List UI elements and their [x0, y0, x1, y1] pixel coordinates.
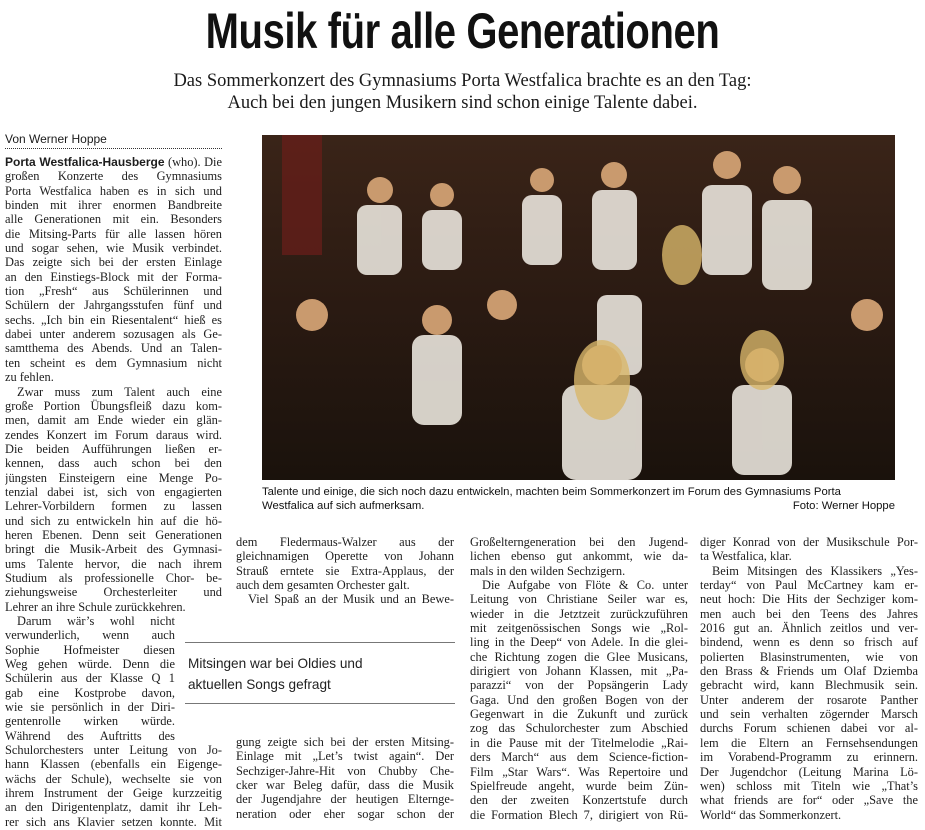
- article-text-line: dirigiert von Johann Klassen, mit „Pa-: [470, 664, 688, 679]
- subtitle-line: Auch bei den jungen Musikern sind schon einige Talente dabei.: [227, 93, 698, 113]
- article-text-line: Unter anderem der rosarote Panther: [700, 692, 918, 707]
- article-column-1: [5, 155, 222, 829]
- article-text-line: durchs Forum schienen dabei vor al-: [700, 721, 918, 736]
- article-text-line: men auch bei den Teens des Jahres: [700, 606, 918, 621]
- article-text-line: Sechziger-Jahre-Hit von Chubby Che-: [236, 763, 454, 778]
- article-text-line: Schulorchesters unter Leitung von Jo-: [5, 743, 222, 758]
- subtitle-line: Das Sommerkonzert des Gymnasiums Porta Westfalica brachte es an den Tag:: [173, 71, 752, 91]
- article-text-line: mit zeitgenössischen Songs wie „Rol-: [470, 621, 688, 636]
- byline: Von Werner Hoppe: [5, 131, 222, 149]
- article-text-line: Schülerin aus der Klasse Q 1: [5, 671, 175, 686]
- subtitle: [0, 70, 925, 114]
- choir-photo: [262, 135, 895, 480]
- article-text-line: großen Konzerte des Gymnasiums: [5, 169, 222, 184]
- article-text-line: sechs. „Ich bin ein Riesentalent“ hieß es: [5, 312, 222, 327]
- article-text-line: kennen, dass auch schon bei den: [5, 456, 222, 471]
- article-text-line: gebracht wird, kann Blechmusik sein.: [700, 678, 918, 693]
- article-text-line: Das zeigte sich bei der ersten Einlage: [5, 255, 222, 270]
- choir-photo-image: [262, 135, 895, 480]
- article-text-line: Studium als professionelle Chor- be-: [5, 570, 222, 585]
- article-text-line: hann Klassen (ebenfalls ein Eigenge-: [5, 757, 222, 772]
- article-text-line: neration oder eher sogar schon der: [236, 806, 454, 821]
- article-text-line: che Richtung zogen die Glee Musicans,: [470, 649, 688, 664]
- article-text-line: Porta Westfalica haben es in sich und: [5, 183, 222, 198]
- article-text-line: diger Konrad von der Musikschule Por-: [700, 535, 918, 549]
- article-text-line: an den Einstiegs-Block mit der Forma-: [5, 269, 222, 284]
- article-text-line: wie sie persönlich in der Diri-: [5, 700, 175, 715]
- article-text-line: Beim Mitsingen des Klassikers „Yes-: [712, 563, 918, 578]
- article-text-line: tion „Fresh“ aus Schülerinnen und: [5, 284, 222, 299]
- article-text-line: Die beiden Aufführungen ließen er-: [5, 441, 222, 456]
- article-text-line: Gegenwart in die Zukunft und zurück: [470, 707, 688, 722]
- article-text-line: im Vorabend-Programm zu erinnern.: [700, 750, 918, 765]
- article-text-line: Leitung von Christiane Seiler war es,: [470, 592, 688, 607]
- article-text-line: [5, 155, 222, 169]
- article-column-4: [700, 535, 918, 822]
- article-text-line: polierten Blasinstrumenten, wie von: [700, 649, 918, 664]
- pull-quote-line: aktuellen Songs gefragt: [188, 677, 331, 692]
- article-text-line: World“ das Sommerkonzert.: [700, 807, 842, 822]
- article-column-2-bottom: [236, 735, 454, 821]
- article-text-line: gab eine Kostprobe davon,: [5, 685, 175, 700]
- article-text-line: Einlage mit „Let’s twist again“. Der: [236, 749, 454, 764]
- caption-line: Westfalica auf sich aufmerksam.: [262, 500, 425, 512]
- article-text-line: Film „Star Wars“. Was Repertoire und: [470, 764, 688, 779]
- article-text-line: cker war Beleg dafür, dass die Musik: [236, 778, 454, 793]
- article-text-line: und sich zu entwickeln hin auf die hö-: [5, 513, 222, 528]
- article-text-line: Während des Auftritts des: [5, 728, 175, 743]
- article-text-line: mals in den wilden Sechzigern.: [470, 563, 626, 578]
- article-text-line: der Jugendjahre der heutigen Elternge-: [236, 792, 454, 807]
- article-text-line: Schülern der Jahrgangsstufen fünf und: [5, 298, 222, 313]
- article-column-2-top: [236, 535, 454, 607]
- caption-line: Talente und einige, die sich noch dazu entwickeln, machten beim Sommerkonzert im Forum des Gymnasiums Porta: [262, 486, 841, 498]
- article-text-line: ums Talente hervor, die nach ihrem: [5, 556, 222, 571]
- article-text-line: in die Pause mit der Titelmelodie „Rai-: [470, 735, 688, 750]
- article-text-line: binden mit ihrer enormen Bandbreite: [5, 198, 222, 213]
- article-text-line: bindend, wenn es denn so frisch auf: [700, 635, 918, 650]
- article-text-line: gentenrolle wirken würde.: [5, 714, 175, 729]
- article-text-line: Lehrer an ihre Schule zurückkehren.: [5, 599, 186, 614]
- article-text-line: Lehrer-Vorbildern formen zu lassen: [5, 499, 222, 514]
- article-text-line: auch dem gesamten Orchester galt.: [236, 578, 410, 593]
- article-text-line: lichen ebenso gut ankommt, wie da-: [470, 549, 688, 564]
- photo-credit: Foto: Werner Hoppe: [792, 500, 895, 512]
- article-text-line: Die Aufgabe von Flöte & Co. unter: [482, 578, 688, 593]
- article-text-line: verwunderlich, wenn auch: [5, 628, 175, 643]
- article-text-line: ders March“ aus dem Science-fiction-: [470, 750, 688, 765]
- article-text-line: samtthema des Abends. Und an Talen-: [5, 341, 222, 356]
- article-text-line: Spielfreude angeht, wurde beim Zün-: [470, 778, 688, 793]
- article-text-line: Sophie Hofmeister diesen: [5, 642, 175, 657]
- article-text-line: Großelterngeneration bei den Jugend-: [470, 535, 688, 549]
- pull-quote: [185, 642, 455, 704]
- article-text-line: gung zeigte sich bei der ersten Mitsing-: [236, 735, 454, 749]
- article-text-line: terday“ von Paul McCartney kam er-: [700, 578, 918, 593]
- article-text-line: ta Westfalica, klar.: [700, 549, 792, 564]
- article-text-line: zu fehlen.: [5, 370, 54, 385]
- article-text-line: zendes Konzert im Forum daraus wird.: [5, 427, 222, 442]
- article-text-line: tenzial dabei ist, sich von engagierten: [5, 484, 222, 499]
- article-text-line: bringt die Musik-Arbeit des Gymnasi-: [5, 542, 222, 557]
- article-text: (who). Die: [164, 155, 222, 169]
- article-text-line: ling in the Deep“ von Adele. In die glei-: [470, 635, 688, 650]
- article-text-line: wieder in die Jetztzeit zurückzuführen: [470, 606, 688, 621]
- article-text-line: den Brass & Friends um Olaf Dziemba: [700, 664, 918, 679]
- article-text-line: heren Ebenen. Denn seit Generationen: [5, 527, 222, 542]
- article-text-line: men, damit am Ende wieder ein glän-: [5, 413, 222, 428]
- article-text-line: Strauß erntete sie Extra-Applaus, der: [236, 563, 454, 578]
- article-text-line: ten scheint es dem Gymnasium nicht: [5, 355, 222, 370]
- article-text-line: jüngsten Einsteigern eine Menge Po-: [5, 470, 222, 485]
- article-text-line: what friends are for“ oder „Save the: [700, 793, 918, 808]
- article-column-3: [470, 535, 688, 822]
- article-text-line: ihrem Instrument der Geige kurzzeitig: [5, 786, 222, 801]
- pull-quote-line: Mitsingen war bei Oldies und: [188, 656, 363, 671]
- article-text-line: die Formation Blech 7, dirigiert von Rü-: [470, 807, 688, 822]
- article-text-line: wen) schloss mit Titeln wie „That’s: [700, 778, 918, 793]
- article-text-line: Zwar muss zum Talent auch eine: [17, 384, 222, 399]
- article-text-line: ziehungsweise Orchesterleiter und: [5, 585, 222, 600]
- article-text-line: Der Jugendchor (Leitung Marina Lö-: [700, 764, 918, 779]
- article-text-line: rer sich ans Klavier setzen konnte. Mit: [5, 814, 222, 829]
- article-text-line: und sogar sehen, wie Musik verbindet.: [5, 241, 222, 256]
- article-text-line: große Portion Übungsfleiß dazu kom-: [5, 398, 222, 413]
- article-text-line: lem die Eltern an Fernsehsendungen: [700, 735, 918, 750]
- article-text-line: dem Fledermaus-Walzer aus der: [236, 535, 454, 549]
- article-text-line: an den Dirigentenplatz, damit ihr Leh-: [5, 800, 222, 815]
- article-text-line: und sein verhalten zögernder Marsch: [700, 707, 918, 722]
- article-text-line: zog das Schulorchester zum Abschied: [470, 721, 688, 736]
- article-text-line: Viel Spaß an der Musik und an Bewe-: [248, 592, 454, 607]
- article-text-line: parazzi“ von der Popsängerin Lady: [470, 678, 688, 693]
- article-text-line: alle Generationen mit ein. Besonders: [5, 212, 222, 227]
- headline: Musik für alle Generationen: [205, 3, 720, 59]
- article-text-line: Darum wär’s wohl nicht: [17, 614, 175, 628]
- dateline: Porta Westfalica-Hausberge: [5, 155, 165, 169]
- article-text-line: gleichnamigen Operette von Johann: [236, 549, 454, 564]
- article-text-line: den der zweiten Konzertstufe durch: [470, 793, 688, 808]
- article-text-line: Weg gehen würde. Denn die: [5, 657, 175, 672]
- article-text-line: dabei unter anderem sozusagen als Ge-: [5, 327, 222, 342]
- article-text-line: wächs der Schule), wechselte sie von: [5, 771, 222, 786]
- article-text-line: die Mitsing-Parts für alle lassen hören: [5, 226, 222, 241]
- article-text-line: neut hoch: Die Hits der Sechziger kom-: [700, 592, 918, 607]
- article-text-line: Gaga. Und den großen Bogen von der: [470, 692, 688, 707]
- article-text-line: 2016 gut an. Ähnlich zeitlos und ver-: [700, 621, 918, 636]
- photo-caption: [262, 485, 895, 513]
